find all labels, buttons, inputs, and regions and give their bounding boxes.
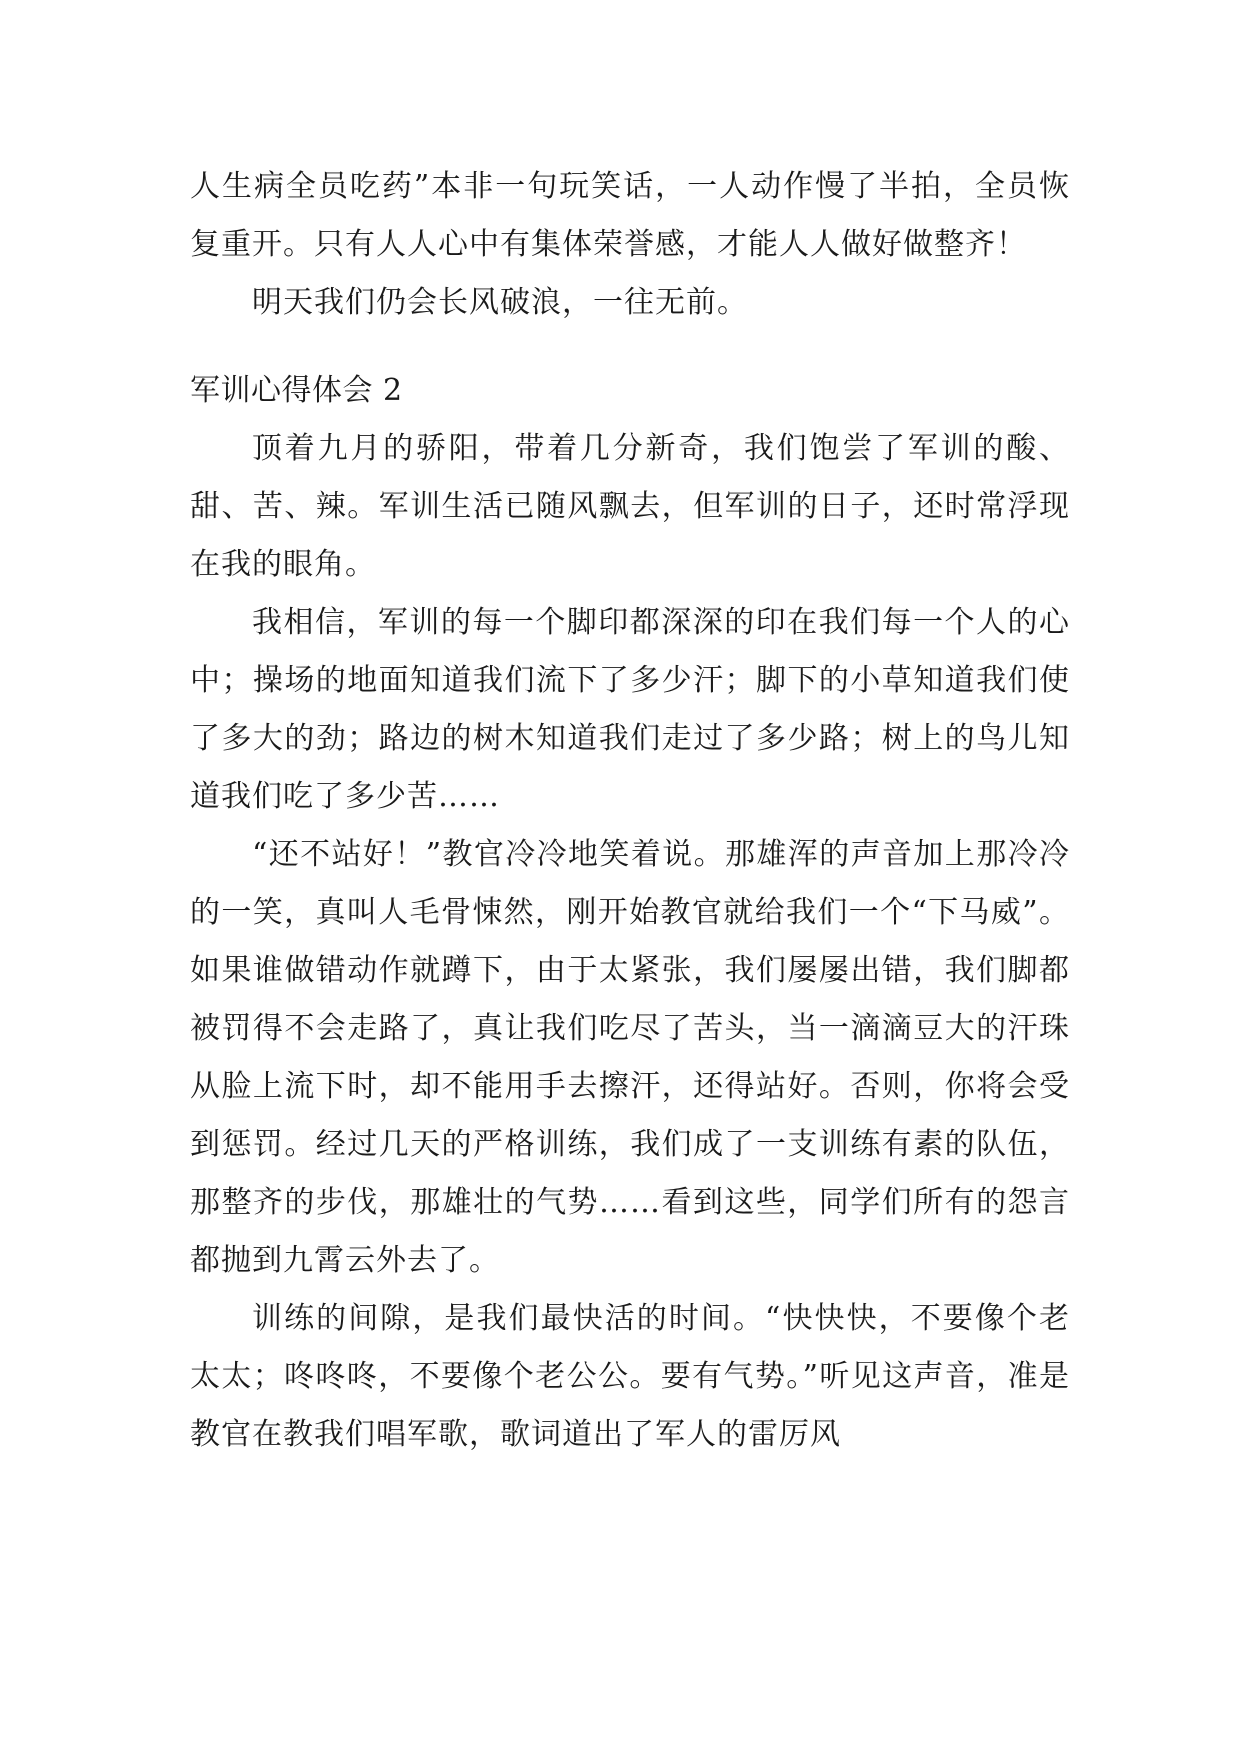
- paragraph-closing: 明天我们仍会长风破浪，一往无前。: [252, 285, 748, 320]
- paragraph-continued: 人生病全员吃药”本非一句玩笑话，一人动作慢了半拍，全员恢复重开。只有人人心中有集体荣誉感，才能人人做好做整齐！: [190, 169, 1070, 262]
- document-body: [190, 158, 1070, 1464]
- paragraph-4: 训练的间隙，是我们最快活的时间。“快快快，不要像个老太太；咚咚咚，不要像个老公公。要有气势。”听见这声音，准是教官在教我们唱军歌，歌词道出了军人的雷厉风: [190, 1301, 1070, 1452]
- section-title: 军训心得体会 2: [190, 373, 403, 408]
- paragraph-3: “还不站好！”教官冷冷地笑着说。那雄浑的声音加上那冷冷的一笑，真叫人毛骨悚然，刚开始教官就给我们一个“下马威”。如果谁做错动作就蹲下，由于太紧张，我们屡屡出错，我们脚都被罚得不会走路了，真让我们吃尽了苦头，当一滴滴豆大的汗珠从脸上流下时，却不能用手去擦汗，还得站好。否则，你将会受到惩罚。经过几天的严格训练，我们成了一支训练有素的队伍，那整齐的步伐，那雄壮的气势……看到这些，同学们所有的怨言都抛到九霄云外去了。: [190, 837, 1070, 1278]
- paragraph-1: 顶着九月的骄阳，带着几分新奇，我们饱尝了军训的酸、甜、苦、辣。军训生活已随风飘去，但军训的日子，还时常浮现在我的眼角。: [190, 431, 1070, 582]
- paragraph-2: 我相信，军训的每一个脚印都深深的印在我们每一个人的心中；操场的地面知道我们流下了多少汗；脚下的小草知道我们使了多大的劲；路边的树木知道我们走过了多少路；树上的鸟儿知道我们吃了多少苦……: [190, 605, 1070, 814]
